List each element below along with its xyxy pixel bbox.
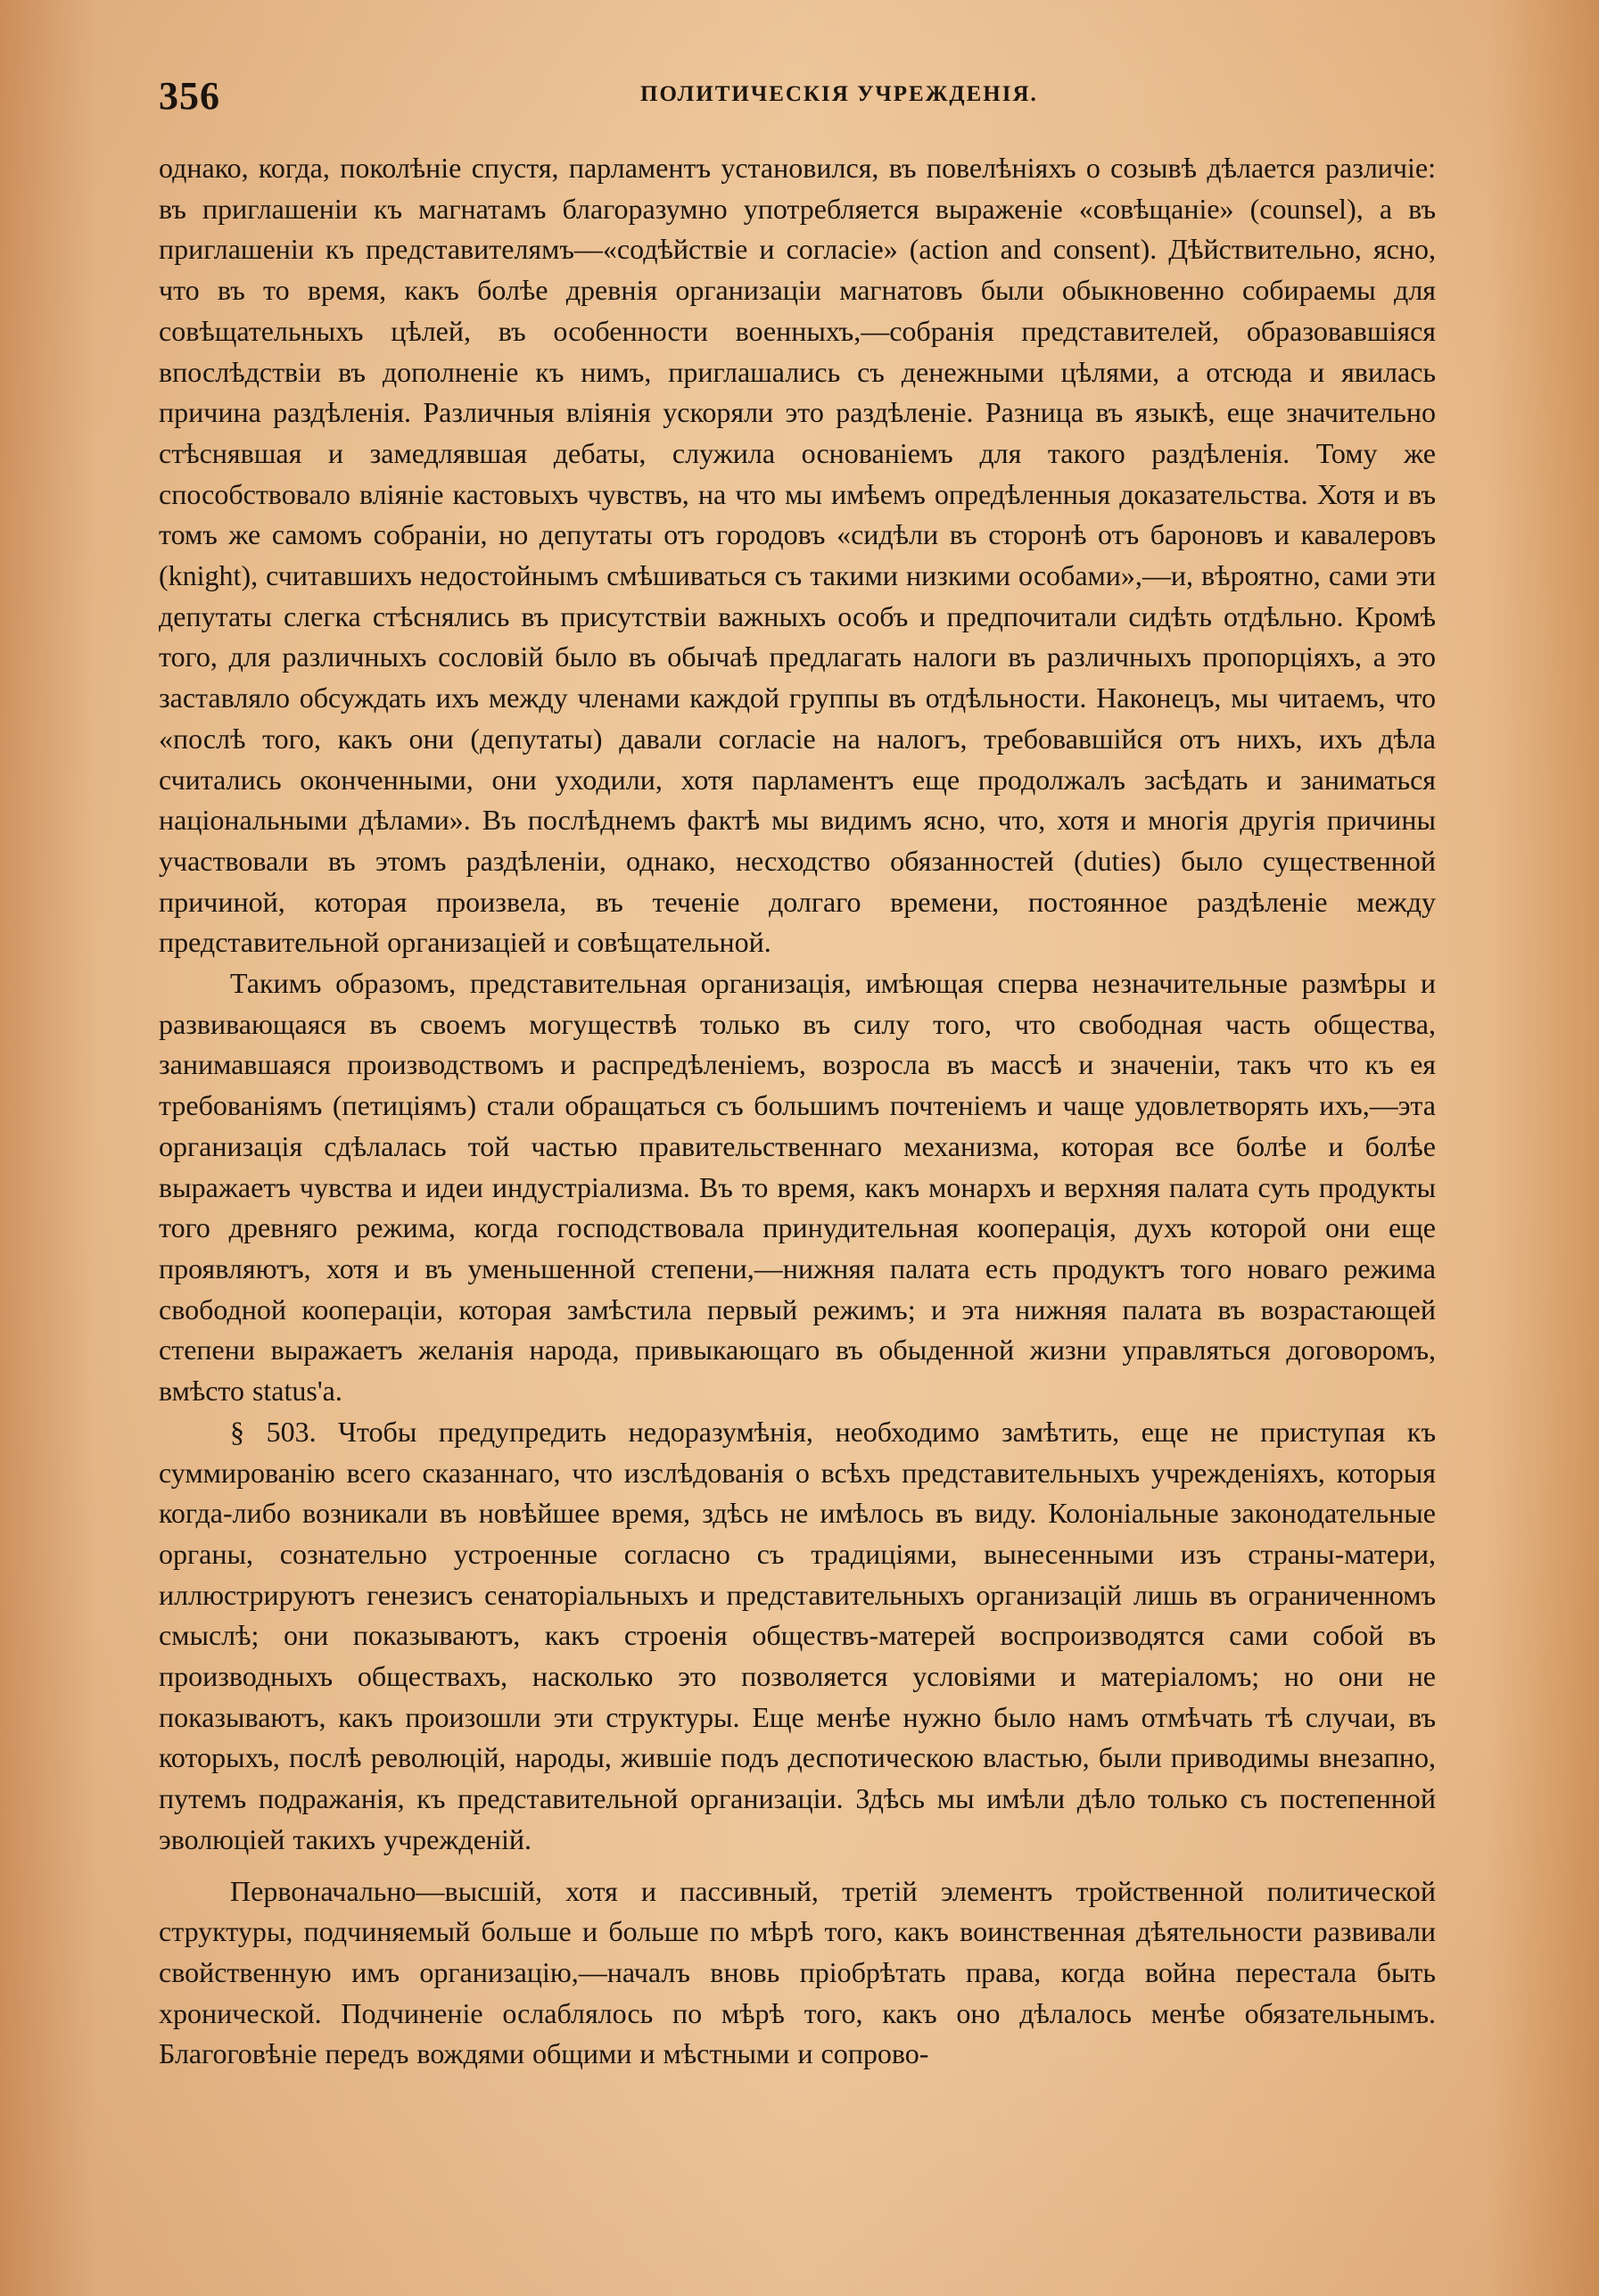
paragraph-3: § 503. Чтобы предупредить недоразумѣнія, необходимо замѣтить, еще не приступая къ суммированію всего сказаннаго, что изслѣдованія о всѣхъ представительныхъ учрежденіяхъ, которыя когда-либо возникали въ новѣйшее время, здѣсь не имѣлось въ виду. Колоніальные законодательные органы, сознательно устроенные согласно съ традиціями, вынесенными изъ страны-матери, иллюстрируютъ генезисъ сенаторіальныхъ и представительныхъ организацій лишь въ ограниченномъ смыслѣ; они показываютъ, какъ строенія обществъ-матерей воспроизводятся сами собой въ производныхъ обществахъ, насколько это позволяется условіями и матеріаломъ; но они не показываютъ, какъ произошли эти структуры. Еще менѣе нужно было намъ отмѣчать тѣ случаи, въ которыхъ, послѣ революцій, народы, жившіе подъ деспотическою властью, были приводимы внезапно, путемъ подражанія, къ представительной организаціи. Здѣсь мы имѣли дѣло только съ постепенной эволюціей такихъ учрежденій. [159,1415,1436,1855]
paragraph-2: Такимъ образомъ, представительная организація, имѣющая сперва незначительные размѣры и развивающаяся въ своемъ могуществѣ только въ силу того, что свободная часть общества, занимавшаяся производствомъ и распредѣленіемъ, возросла въ массѣ и значеніи, такъ что къ ея требованіямъ (петиціямъ) стали обращаться съ большимъ почтеніемъ и чаще удовлетворять ихъ,—эта организація сдѣлалась той частью правительственнаго механизма, которая все болѣе и болѣе выражаетъ чувства и идеи индустріализма. Въ то время, какъ монархъ и верхняя палата суть продукты того древняго режима, когда господствовала принудительная кооперація, духъ которой они еще проявляютъ, хотя и въ уменьшенной степени,—нижняя палата есть продуктъ того новаго режима свободной коопераціи, которая замѣстила первый режимъ; и эта нижняя палата въ возрастающей степени выражаетъ желанія народа, привыкающаго въ обыденной жизни управляться договоромъ, вмѣсто status'а. [159,967,1436,1408]
running-title: ПОЛИТИЧЕСКІЯ УЧРЕЖДЕНІЯ. [640,82,1038,106]
body-text [159,148,1436,2075]
paragraph-1: однако, когда, поколѣніе спустя, парламентъ установился, въ повелѣніяхъ о созывѣ дѣлается различіе: въ приглашеніи къ магнатамъ благоразумно употребляется выраженіе «совѣщаніе» (counsel), а въ приглашеніи къ представителямъ—«содѣйствіе и согласіе» (action and consent). Дѣйствительно, ясно, что въ то время, какъ болѣе древнія организаціи магнатовъ были обыкновенно собираемы для совѣщательныхъ цѣлей, въ особенности военныхъ,—собранія представителей, образовавшіяся впослѣдствіи въ дополненіе къ нимъ, приглашались съ денежными цѣлями, а отсюда и явилась причина раздѣленія. Различныя вліянія ускоряли это раздѣленіе. Разница въ языкѣ, еще значительно стѣснявшая и замедлявшая дебаты, служила основаніемъ для такого раздѣленія. Тому же способствовало вліяніе кастовыхъ чувствъ, на что мы имѣемъ опредѣленныя доказательства. Хотя и въ томъ же самомъ собраніи, но депутаты отъ городовъ «сидѣли въ сторонѣ отъ бароновъ и кавалеровъ (knight), считавшихъ недостойнымъ смѣшиваться съ такими низкими особами»,—и, вѣроятно, сами эти депутаты слегка стѣснялись въ присутствіи важныхъ особъ и предпочитали сидѣть отдѣльно. Кромѣ того, для различныхъ сословій было въ обычаѣ предлагать налоги въ различныхъ пропорціяхъ, а это заставляло обсуждать ихъ между членами каждой группы въ отдѣльности. Наконецъ, мы читаемъ, что «послѣ того, какъ они (депутаты) давали согласіе на налогъ, требовавшійся отъ нихъ, ихъ дѣла считались оконченными, они уходили, хотя парламентъ еще продолжалъ засѣдать и заниматься національными дѣлами». Въ послѣднемъ фактѣ мы видимъ ясно, что, хотя и многія другія причины участвовали въ этомъ раздѣленіи, однако, несходство обязанностей (duties) было существенной причиной, которая произвела, въ теченіе долгаго времени, постоянное раздѣленіе между представительной организаціей и совѣщательной. [159,152,1436,959]
page-header [159,73,1434,123]
page-number: 356 [159,74,220,118]
paragraph-4: Первоначально—высшій, хотя и пассивный, третій элементъ тройственной политической структуры, подчиняемый больше и больше по мѣрѣ того, какъ воинственная дѣятельности развивали свойственную имъ организацію,—началъ вновь пріобрѣтать права, когда война перестала быть хронической. Подчиненіе ослаблялось по мѣрѣ того, какъ оно дѣлалось менѣе обязательнымъ. Благоговѣніе передъ вождями общими и мѣстными и сопрово- [159,1874,1436,2070]
